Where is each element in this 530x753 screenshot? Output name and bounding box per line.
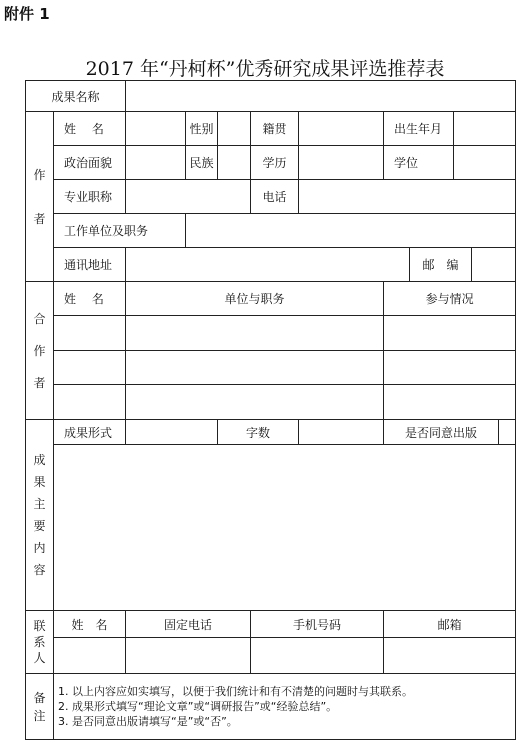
attachment-label: 附件 1: [4, 5, 50, 23]
ethnicity-label: 民族: [186, 146, 218, 180]
birth-field[interactable]: [454, 112, 516, 146]
result-name-field[interactable]: [126, 81, 516, 112]
contact-section-label: 联 系 人: [26, 611, 54, 674]
coauthor-section-label: 合 作 者: [26, 282, 54, 420]
remarks-notes: [54, 674, 516, 740]
note-line-1: 1. 以上内容应如实填写，以便于我们统计和有不清楚的问题时与其联系。: [58, 685, 413, 698]
fixed-phone-header: 固定电话: [126, 611, 251, 638]
degree-field[interactable]: [454, 146, 516, 180]
professional-title-field[interactable]: [126, 180, 251, 214]
form-type-field[interactable]: [126, 420, 218, 445]
workplace-field[interactable]: [186, 214, 516, 248]
recommendation-form-table: [25, 80, 516, 740]
mobile-field[interactable]: [251, 638, 384, 674]
coauthor-participation-field[interactable]: [384, 385, 516, 420]
word-count-label: 字数: [218, 420, 299, 445]
birth-label: 出生年月: [384, 112, 454, 146]
note-line-3: 3. 是否同意出版请填写“是”或“否”。: [58, 715, 238, 728]
form-title: 2017 年“丹柯杯”优秀研究成果评选推荐表: [85, 58, 445, 80]
coauthor-name-field[interactable]: [54, 385, 126, 420]
coauthor-unit-header: 单位与职务: [126, 282, 384, 316]
coauthor-participation-header: 参与情况: [384, 282, 516, 316]
coauthor-unit-field[interactable]: [126, 385, 384, 420]
main-content-field[interactable]: [54, 445, 516, 611]
education-field[interactable]: [299, 146, 384, 180]
postcode-field[interactable]: [472, 248, 516, 282]
fixed-phone-field[interactable]: [126, 638, 251, 674]
coauthor-name-header: 姓 名: [54, 282, 126, 316]
form-type-label: 成果形式: [54, 420, 126, 445]
email-field[interactable]: [384, 638, 516, 674]
coauthor-name-field[interactable]: [54, 316, 126, 351]
coauthor-participation-field[interactable]: [384, 351, 516, 385]
coauthor-unit-field[interactable]: [126, 351, 384, 385]
word-count-field[interactable]: [299, 420, 384, 445]
professional-title-label: 专业职称: [54, 180, 126, 214]
coauthor-participation-field[interactable]: [384, 316, 516, 351]
mobile-header: 手机号码: [251, 611, 384, 638]
politics-label: 政治面貌: [54, 146, 126, 180]
note-line-2: 2. 成果形式填写“理论文章”或“调研报告”或“经验总结”。: [58, 700, 338, 713]
education-label: 学历: [251, 146, 299, 180]
address-label: 通讯地址: [54, 248, 126, 282]
author-name-field[interactable]: [126, 112, 186, 146]
coauthor-unit-field[interactable]: [126, 316, 384, 351]
politics-field[interactable]: [126, 146, 186, 180]
contact-name-header: 姓 名: [54, 611, 126, 638]
remarks-section-label: 备 注: [26, 674, 54, 740]
author-section-label: 作 者: [26, 112, 54, 282]
result-name-label: 成果名称: [26, 81, 126, 112]
gender-label: 性别: [186, 112, 218, 146]
email-header: 邮箱: [384, 611, 516, 638]
phone-field[interactable]: [299, 180, 516, 214]
native-place-label: 籍贯: [251, 112, 299, 146]
address-field[interactable]: [126, 248, 410, 282]
publish-consent-field[interactable]: [499, 420, 516, 445]
postcode-label: 邮 编: [410, 248, 472, 282]
degree-label: 学位: [384, 146, 454, 180]
contact-name-field[interactable]: [54, 638, 126, 674]
workplace-label: 工作单位及职务: [54, 214, 186, 248]
author-name-label: 姓 名: [54, 112, 126, 146]
main-content-section-label: 成 果 主 要 内 容: [26, 420, 54, 611]
publish-consent-label: 是否同意出版: [384, 420, 499, 445]
phone-label: 电话: [251, 180, 299, 214]
coauthor-name-field[interactable]: [54, 351, 126, 385]
native-place-field[interactable]: [299, 112, 384, 146]
ethnicity-field[interactable]: [218, 146, 251, 180]
gender-field[interactable]: [218, 112, 251, 146]
